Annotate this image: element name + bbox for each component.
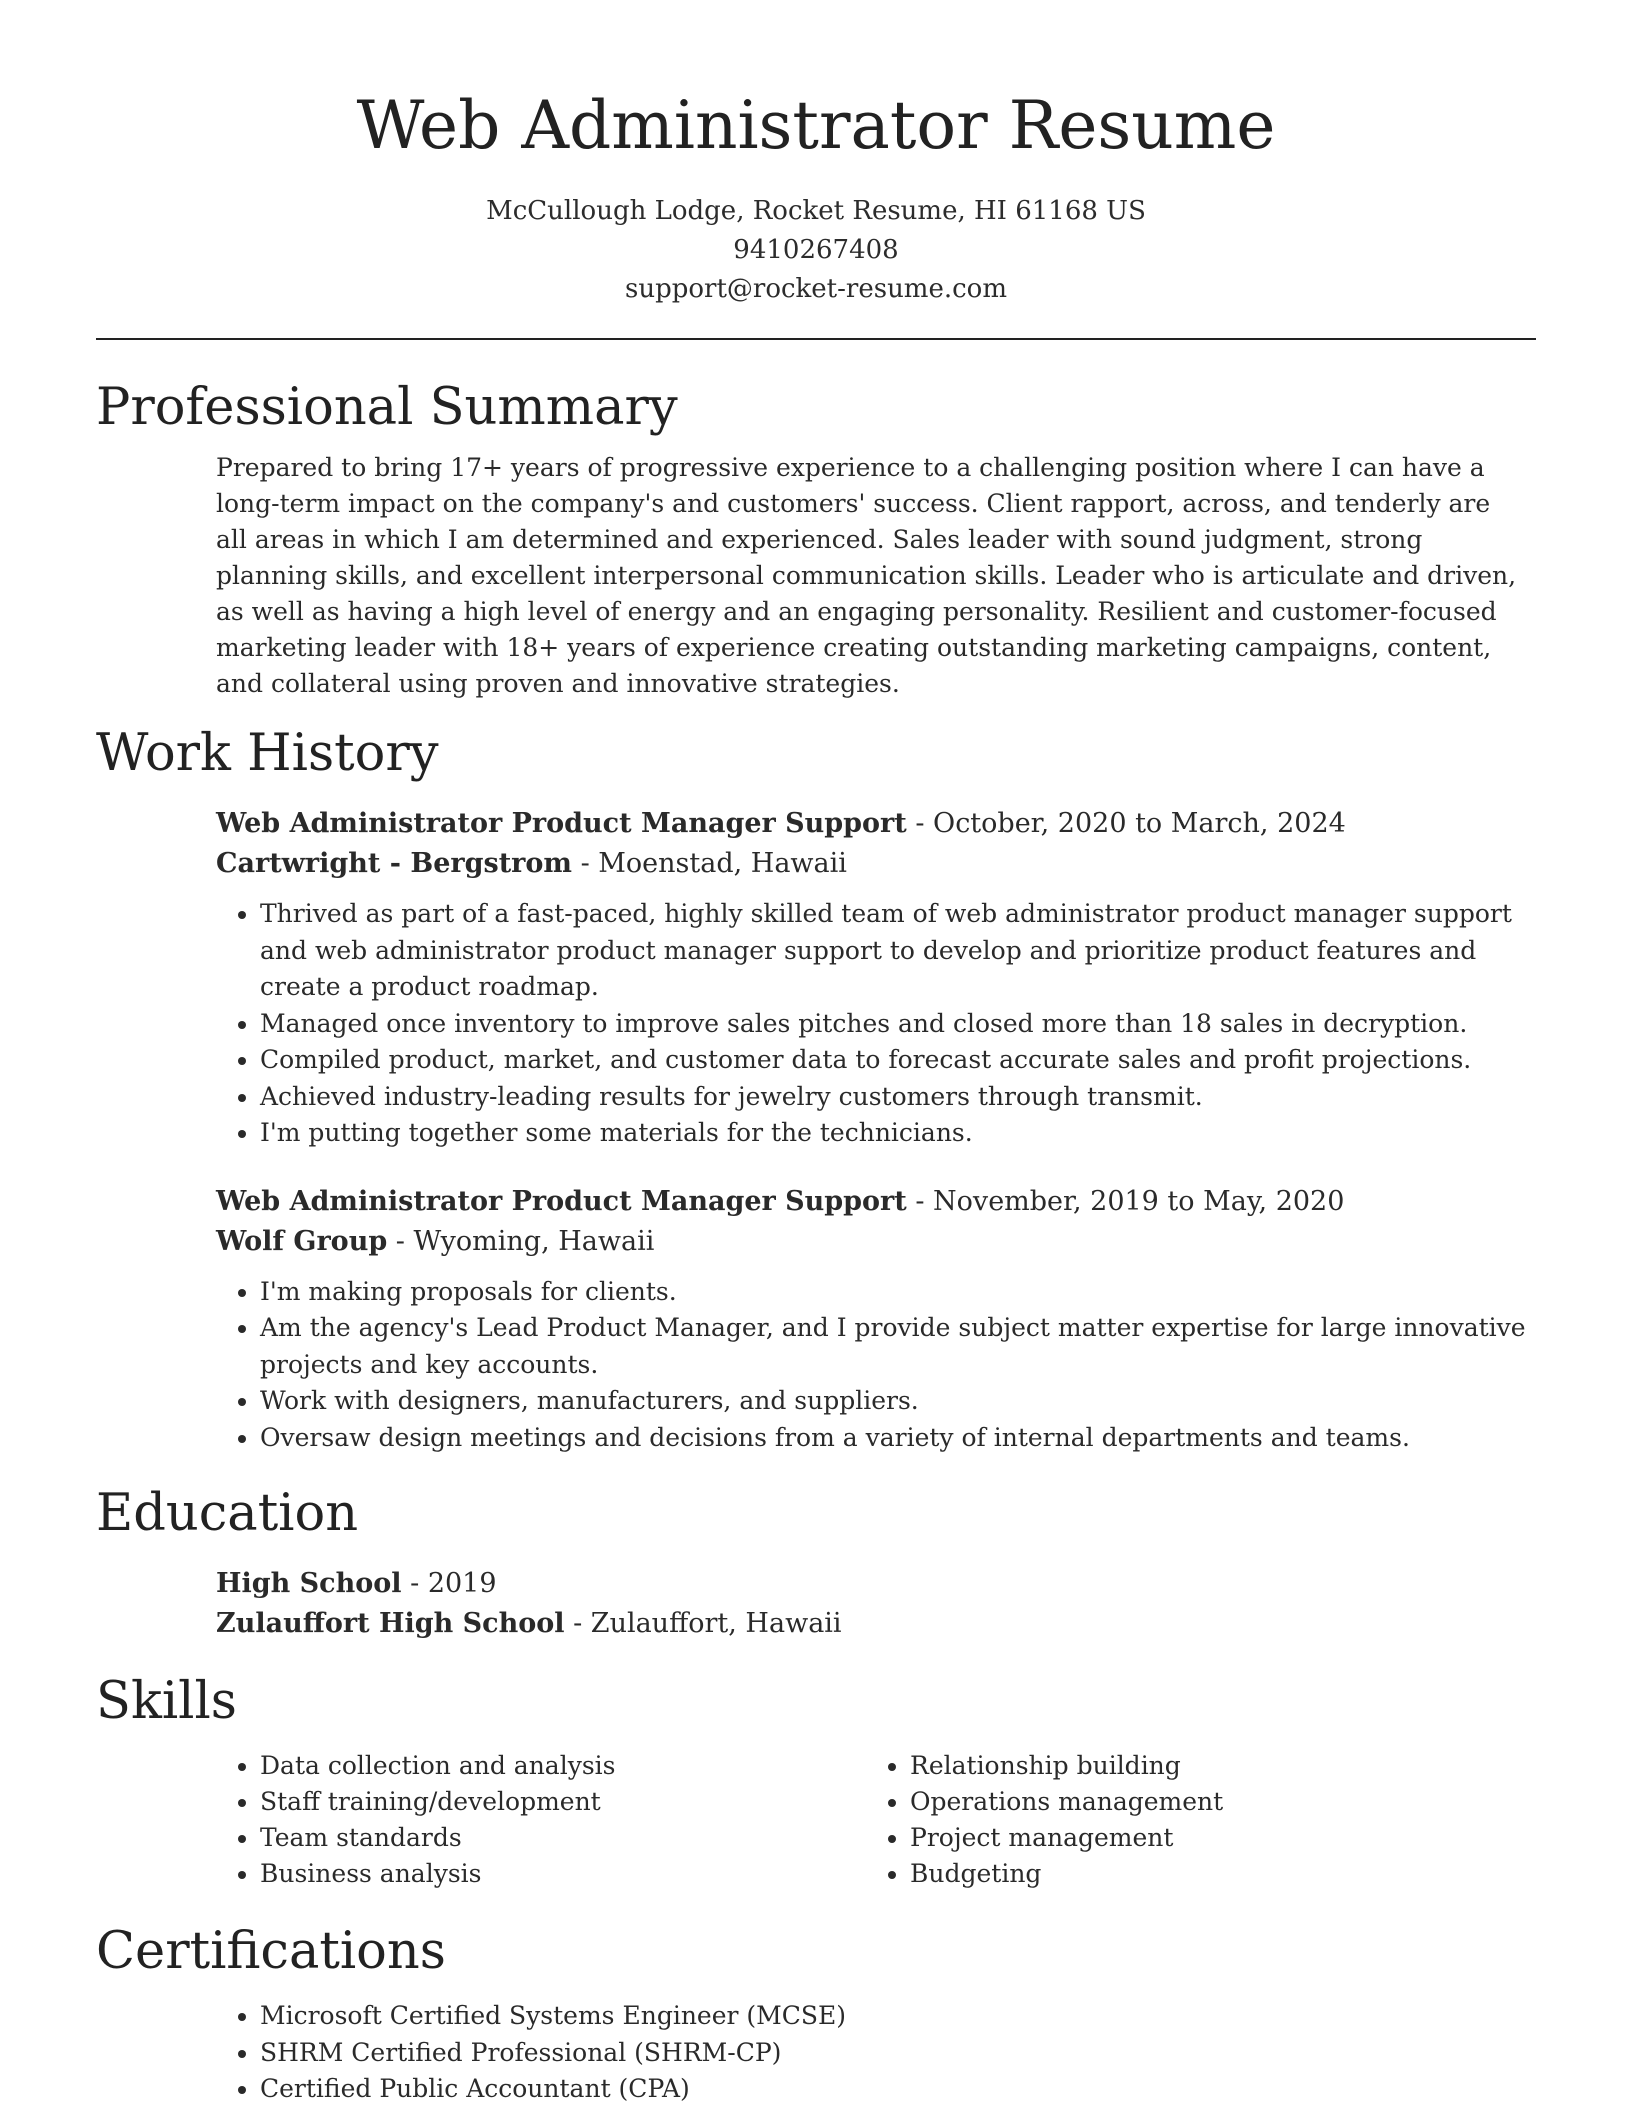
list-item: • Relationship building	[910, 1748, 1516, 1784]
resume-title: Web Administrator Resume	[356, 87, 1276, 164]
education-year: - 2019	[401, 1568, 497, 1599]
list-item: • Data collection and analysis	[260, 1748, 866, 1784]
list-item: • Oversaw design meetings and decisions from a variety of internal departments and teams.	[260, 1420, 1536, 1457]
list-item: • I'm putting together some materials for the technicians.	[260, 1115, 1536, 1152]
certifications-body	[216, 1998, 1536, 2108]
job-role: Web Administrator Product Manager Support	[216, 1185, 907, 1217]
job-company: Cartwright - Bergstrom	[216, 848, 572, 879]
list-item: • Business analysis	[260, 1856, 866, 1892]
education-degree: High School	[216, 1568, 402, 1599]
header-divider	[96, 338, 1536, 340]
list-item: • Managed once inventory to improve sales pitches and closed more than 18 sales in decryption.	[260, 1006, 1536, 1043]
skills-grid	[216, 1748, 1536, 1892]
list-item: • I'm making proposals for clients.	[260, 1274, 1536, 1311]
job-bullets	[216, 1274, 1536, 1457]
job-dates: - October, 2020 to March, 2024	[906, 808, 1346, 839]
skills-heading: Skills	[96, 1672, 237, 1731]
job-location: - Moenstad, Hawaii	[571, 848, 847, 879]
education-school-line	[216, 1604, 1536, 1644]
job-company-line	[216, 844, 1536, 884]
list-item: • Team standards	[260, 1820, 866, 1856]
job-dates: - November, 2019 to May, 2020	[906, 1185, 1345, 1217]
contact-phone: 9410267408	[733, 235, 899, 265]
contact-block	[96, 192, 1536, 309]
skills-column-right	[866, 1748, 1516, 1892]
education-entry	[216, 1564, 1536, 1644]
list-item: • Thrived as part of a fast-paced, highly skilled team of web administrator product manager support and web administrator product manager support to develop and prioritize product features and create a product roadmap.	[260, 896, 1536, 1006]
job-entry	[216, 1182, 1536, 1457]
work-history-heading: Work History	[96, 724, 439, 783]
list-item: • Achieved industry-leading results for jewelry customers through transmit.	[260, 1079, 1536, 1116]
contact-address: McCullough Lodge, Rocket Resume, HI 61168 US	[486, 196, 1146, 226]
job-company-line	[216, 1222, 1536, 1262]
job-company: Wolf Group	[216, 1225, 388, 1257]
job-location: - Wyoming, Hawaii	[387, 1225, 655, 1257]
contact-email: support@rocket-resume.com	[624, 274, 1007, 304]
job-role: Web Administrator Product Manager Support	[216, 808, 907, 839]
skills-column-left	[216, 1748, 866, 1892]
list-item: • Operations management	[910, 1784, 1516, 1820]
education-heading: Education	[96, 1484, 359, 1543]
certifications-heading: Certifications	[96, 1922, 446, 1981]
list-item: • Work with designers, manufacturers, and suppliers.	[260, 1383, 1536, 1420]
list-item: • Microsoft Certified Systems Engineer (MCSE)	[260, 1998, 1536, 2035]
summary-text: Prepared to bring 17+ years of progressive experience to a challenging position where I can have a long-term impact on the company's and customers' success. Client rapport, across, and tenderly are all areas in which I am determined and experienced. Sales leader with sound judgment, strong planning skills, and excellent interpersonal communication skills. Leader who is articulate and driven, as well as having a high level of energy and an engaging personality. Resilient and customer-focused marketing leader with 18+ years of experience creating outstanding marketing campaigns, content, and collateral using proven and innovative strategies.	[216, 453, 1517, 698]
resume-header	[96, 0, 1536, 309]
list-item: • Project management	[910, 1820, 1516, 1856]
summary-heading: Professional Summary	[96, 378, 678, 437]
education-location: - Zulauffort, Hawaii	[564, 1608, 842, 1639]
job-title-line	[216, 1182, 1536, 1222]
list-item: • Budgeting	[910, 1856, 1516, 1892]
job-bullets	[216, 896, 1536, 1152]
list-item: • Certified Public Accountant (CPA)	[260, 2071, 1536, 2108]
job-title-line	[216, 804, 1536, 844]
list-item: • Am the agency's Lead Product Manager, and I provide subject matter expertise for large innovative projects and key accounts.	[260, 1310, 1536, 1383]
list-item: • SHRM Certified Professional (SHRM-CP)	[260, 2035, 1536, 2072]
list-item: • Staff training/development	[260, 1784, 866, 1820]
resume-page	[96, 0, 1536, 2108]
list-item: • Compiled product, market, and customer data to forecast accurate sales and profit projections.	[260, 1042, 1536, 1079]
job-entry	[216, 804, 1536, 1152]
education-degree-line	[216, 1564, 1536, 1604]
education-school: Zulauffort High School	[216, 1608, 565, 1639]
certifications-list	[216, 1998, 1536, 2108]
